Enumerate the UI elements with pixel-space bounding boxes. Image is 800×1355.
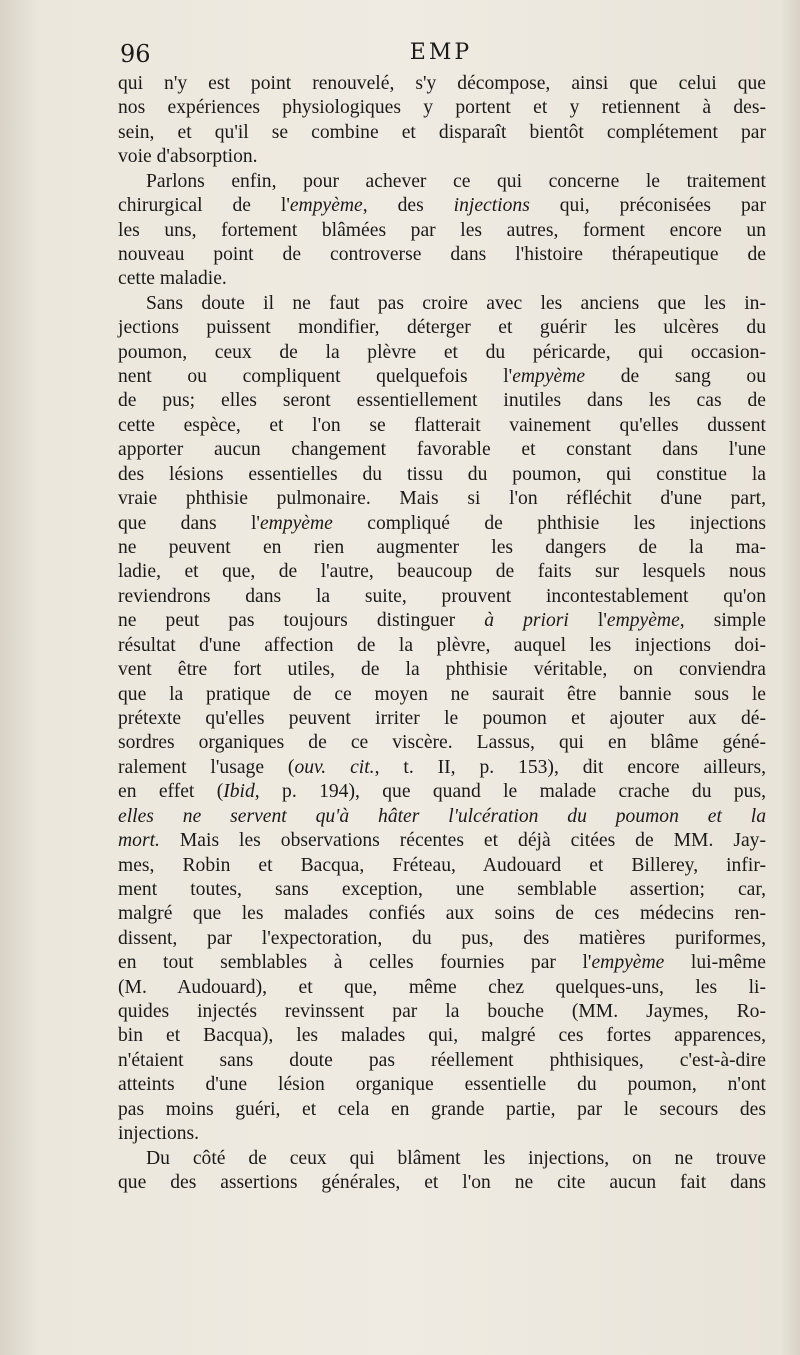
- text-line: [118, 96, 766, 120]
- text-run: , t. II, p. 153), dit encore ailleurs,: [374, 756, 767, 778]
- text-run: jections puissent mondifier, déterger et guérir les ulcères du: [118, 317, 766, 339]
- text-run: ladie, et que, de l'autre, beaucoup de faits sur lesquels nous: [118, 561, 766, 583]
- text-run: que dans l': [118, 512, 260, 534]
- text-line: [118, 219, 766, 243]
- text-line: [118, 1000, 766, 1024]
- text-line: [118, 414, 766, 438]
- italic-run: injections: [453, 195, 530, 217]
- text-run: reviendrons dans la suite, prouvent incontestablement qu'on: [118, 585, 766, 607]
- text-run: l': [568, 610, 607, 632]
- text-line: [118, 878, 766, 902]
- text-run: en tout semblables à celles fournies par l': [118, 952, 592, 974]
- text-run: ment toutes, sans exception, une semblable assertion; car,: [118, 878, 766, 900]
- text-run: injections.: [118, 1123, 200, 1145]
- text-line: [118, 805, 766, 829]
- text-run: qui n'y est point renouvelé, s'y décompose, ainsi que celui que: [118, 73, 766, 94]
- text-line: [118, 170, 766, 194]
- text-line: [118, 634, 766, 658]
- text-line: [118, 1024, 766, 1048]
- text-run: prétexte qu'elles peuvent irriter le poumon et ajouter aux dé-: [118, 707, 766, 729]
- text-run: dissent, par l'expectoration, du pus, des matières puriformes,: [118, 927, 766, 949]
- text-run: sein, et qu'il se combine et disparaît bientôt complétement par: [118, 121, 766, 143]
- text-run: résultat d'une affection de la plèvre, auquel les injections doi-: [118, 634, 766, 656]
- text-line: [118, 609, 766, 633]
- text-run: lui-même: [664, 952, 767, 974]
- text-run: (M. Audouard), et que, même chez quelques-uns, les li-: [118, 976, 766, 998]
- text-line: [118, 829, 766, 853]
- italic-run: ouv. cit.: [294, 756, 375, 778]
- text-run: vraie phthisie pulmonaire. Mais si l'on réfléchit d'une part,: [118, 488, 766, 510]
- text-line: [118, 1147, 766, 1171]
- text-line: [118, 560, 766, 584]
- text-run: vent être fort utiles, de la phthisie véritable, on conviendra: [118, 659, 766, 681]
- text-line: [118, 316, 766, 340]
- text-run: , simple: [679, 610, 766, 632]
- text-line: [118, 658, 766, 682]
- text-run: Parlons enfin, pour achever ce qui concerne le traitement: [146, 170, 766, 192]
- text-line: [118, 756, 766, 780]
- text-run: nos expériences physiologiques y portent et y retiennent à des-: [118, 97, 766, 119]
- text-run: n'étaient sans doute pas réellement phthisiques, c'est-à-dire: [118, 1049, 766, 1071]
- text-run: atteints d'une lésion organique essentielle du poumon, n'ont: [118, 1074, 766, 1096]
- text-run: apporter aucun changement favorable et constant dans l'une: [118, 439, 766, 461]
- text-run: pas moins guéri, et cela en grande partie, par le secours des: [118, 1098, 766, 1120]
- italic-run: à priori: [484, 610, 569, 632]
- italic-run: empyème: [512, 366, 586, 388]
- italic-run: Ibid: [223, 781, 255, 803]
- text-run: ne peut pas toujours distinguer: [118, 610, 485, 632]
- text-run: qui, préconisées par: [529, 195, 766, 217]
- text-line: [118, 389, 766, 413]
- text-line: [118, 854, 766, 878]
- text-line: [118, 536, 766, 560]
- text-line: [118, 902, 766, 926]
- text-run: Du côté de ceux qui blâment les injections, on ne trouve: [146, 1147, 766, 1169]
- text-line: [118, 487, 766, 511]
- text-run: bin et Bacqua), les malades qui, malgré ces fortes apparences,: [118, 1025, 766, 1047]
- text-line: [118, 731, 766, 755]
- paragraph: [118, 72, 766, 170]
- text-run: sordres organiques de ce viscère. Lassus, qui en blâme géné-: [118, 732, 766, 754]
- text-line: [118, 927, 766, 951]
- text-line: [118, 1073, 766, 1097]
- paragraph: [118, 1147, 766, 1196]
- text-line: [118, 145, 766, 169]
- text-line: [118, 267, 766, 291]
- text-run: Sans doute il ne faut pas croire avec les anciens que les in-: [146, 292, 766, 314]
- text-run: nouveau point de controverse dans l'histoire thérapeutique de: [118, 243, 766, 265]
- text-run: les uns, fortement blâmées par les autres, forment encore un: [118, 219, 766, 241]
- text-line: [118, 780, 766, 804]
- text-line: [118, 365, 766, 389]
- text-run: que la pratique de ce moyen ne saurait être bannie sous le: [118, 683, 766, 705]
- text-run: que des assertions générales, et l'on ne cite aucun fait dans: [118, 1171, 766, 1193]
- running-head: EMP: [409, 40, 473, 65]
- text-line: [118, 707, 766, 731]
- text-line: [118, 1098, 766, 1122]
- text-line: [118, 1171, 766, 1195]
- text-run: ralement l'usage (: [118, 756, 295, 778]
- paragraph: [118, 170, 766, 292]
- text-line: [118, 1049, 766, 1073]
- body-text: [118, 72, 766, 1195]
- text-line: [118, 438, 766, 462]
- text-run: nent ou compliquent quelquefois l': [118, 366, 513, 388]
- text-line: [118, 1122, 766, 1146]
- text-line: [118, 72, 766, 96]
- text-run: mes, Robin et Bacqua, Fréteau, Audouard et Billerey, infir-: [118, 854, 766, 876]
- italic-run: empyème: [606, 610, 680, 632]
- text-line: [118, 683, 766, 707]
- text-line: [118, 243, 766, 267]
- text-run: , des: [362, 195, 454, 217]
- text-run: cette maladie.: [118, 268, 227, 290]
- text-run: cette espèce, et l'on se flatterait vainement qu'elles dussent: [118, 414, 766, 436]
- text-line: [118, 951, 766, 975]
- text-run: ne peuvent en rien augmenter les dangers de la ma-: [118, 537, 766, 559]
- italic-run: empyème: [259, 512, 333, 534]
- text-run: compliqué de phthisie les injections: [332, 512, 766, 534]
- text-line: [118, 341, 766, 365]
- text-line: [118, 121, 766, 145]
- text-line: [118, 463, 766, 487]
- text-run: de sang ou: [585, 366, 766, 388]
- text-run: chirurgical de l': [118, 195, 290, 217]
- text-run: quides injectés revinssent par la bouche (MM. Jaymes, Ro-: [118, 1001, 766, 1023]
- text-run: en effet (: [118, 781, 224, 803]
- text-line: [118, 292, 766, 316]
- text-run: voie d'absorption.: [118, 146, 258, 168]
- text-run: malgré que les malades confiés aux soins de ces médecins ren-: [118, 903, 766, 925]
- page-number: 96: [120, 40, 151, 68]
- italic-run: mort.: [118, 830, 160, 852]
- text-line: [118, 585, 766, 609]
- page-header: [118, 40, 764, 70]
- italic-run: empyème: [289, 195, 363, 217]
- text-run: , p. 194), que quand le malade crache du pus,: [254, 781, 766, 803]
- italic-run: elles ne servent qu'à hâter l'ulcération du poumon et la: [118, 805, 766, 827]
- text-run: des lésions essentielles du tissu du poumon, qui constitue la: [118, 463, 766, 485]
- text-run: de pus; elles seront essentiellement inutiles dans les cas de: [118, 390, 766, 412]
- text-line: [118, 512, 766, 536]
- text-line: [118, 194, 766, 218]
- paragraph: [118, 292, 766, 1147]
- text-run: poumon, ceux de la plèvre et du péricarde, qui occasion-: [118, 341, 766, 363]
- text-run: Mais les observations récentes et déjà citées de MM. Jay-: [159, 830, 766, 852]
- italic-run: empyème: [591, 952, 665, 974]
- text-line: [118, 976, 766, 1000]
